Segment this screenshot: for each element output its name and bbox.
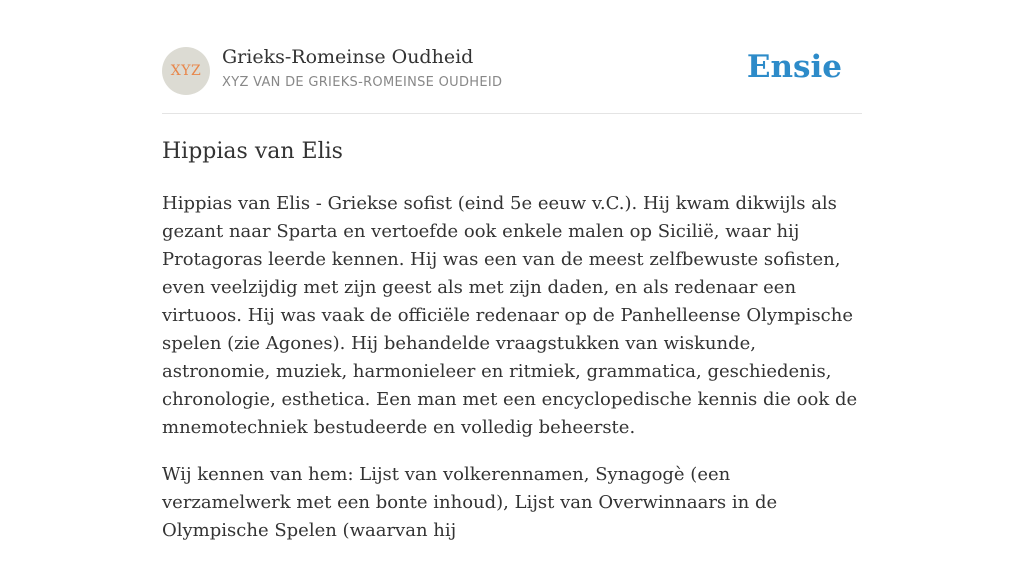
site-header	[162, 46, 862, 96]
article-body	[162, 190, 862, 545]
article-paragraph: Hippias van Elis - Griekse sofist (eind 5e eeuw v.C.). Hij kwam dikwijls als gezant naar Sparta en vertoefde ook enkele malen op Sicilië, waar hij Protagoras leerde kennen. Hij was een van de meest zelfbewuste sofisten, even veelzijdig met zijn geest als met zijn daden, en als redenaar een virtuoos. Hij was vaak de officiële redenaar op de Panhelleense Olympische spelen (zie Agones). Hij behandelde vraagstukken van wiskunde, astronomie, muziek, harmonieleer en ritmiek, grammatica, geschiedenis, chronologie, esthetica. Een man met een encyclopedische kennis die ook de mnemotechniek bestudeerde en volledig beheerste.	[162, 193, 858, 438]
site-subtitle[interactable]: XYZ VAN DE GRIEKS-ROMEINSE OUDHEID	[222, 75, 503, 90]
avatar[interactable]: XYZ	[162, 47, 210, 95]
header-divider	[162, 113, 862, 114]
article	[162, 136, 862, 564]
article-title: Hippias van Elis	[162, 139, 343, 164]
article-paragraph: Wij kennen van hem: Lijst van volkerennamen, Synagogè (een verzamelwerk met een bonte inhoud), Lijst van Overwinnaars in de Olympische Spelen (waarvan hij	[162, 464, 778, 541]
site-title[interactable]: Grieks-Romeinse Oudheid	[222, 46, 474, 68]
brand-logo[interactable]: Ensie	[746, 49, 842, 85]
